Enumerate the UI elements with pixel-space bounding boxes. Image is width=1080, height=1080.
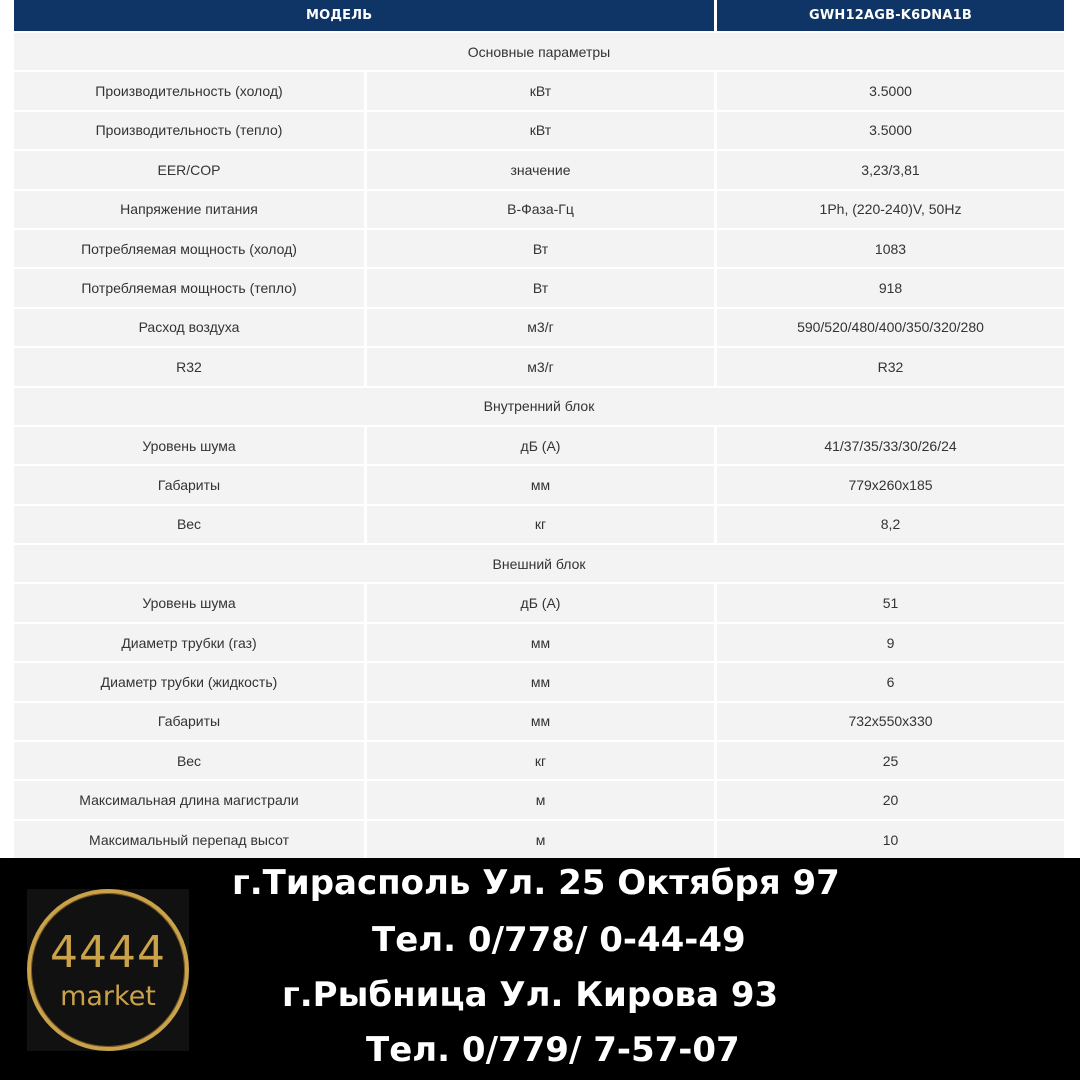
logo-word: market [60, 981, 156, 1012]
param-cell: Уровень шума [14, 427, 364, 466]
address-rybnitsa: г.Рыбница Ул. Кирова 93 [282, 975, 779, 1015]
param-cell: Габариты [14, 466, 364, 505]
param-cell: Вес [14, 742, 364, 781]
table-row [14, 781, 1064, 820]
unit-cell: Вт [364, 269, 714, 308]
section-row [14, 33, 1064, 72]
value-cell: 25 [714, 742, 1064, 781]
table-row [14, 348, 1064, 387]
unit-cell: мм [364, 663, 714, 702]
unit-cell: кг [364, 742, 714, 781]
table-row [14, 624, 1064, 663]
table-row [14, 151, 1064, 190]
value-cell: R32 [714, 348, 1064, 387]
param-cell: Диаметр трубки (газ) [14, 624, 364, 663]
section-title: Внутренний блок [14, 388, 1064, 427]
value-cell: 590/520/480/400/350/320/280 [714, 309, 1064, 348]
param-cell: Потребляемая мощность (холод) [14, 230, 364, 269]
param-cell: Напряжение питания [14, 191, 364, 230]
param-cell: Производительность (холод) [14, 72, 364, 111]
table-row [14, 663, 1064, 702]
param-cell: Уровень шума [14, 584, 364, 623]
value-cell: 3.5000 [714, 112, 1064, 151]
value-cell: 3,23/3,81 [714, 151, 1064, 190]
section-title: Основные параметры [14, 33, 1064, 72]
table-row [14, 584, 1064, 623]
value-cell: 918 [714, 269, 1064, 308]
value-cell: 1Ph, (220-240)V, 50Hz [714, 191, 1064, 230]
value-cell: 9 [714, 624, 1064, 663]
table-row [14, 230, 1064, 269]
table-row [14, 309, 1064, 348]
unit-cell: м [364, 781, 714, 820]
param-cell: Диаметр трубки (жидкость) [14, 663, 364, 702]
param-cell: Габариты [14, 703, 364, 742]
table-row [14, 821, 1064, 860]
table-row [14, 506, 1064, 545]
unit-cell: значение [364, 151, 714, 190]
table-row [14, 112, 1064, 151]
header-model-value: GWH12AGB-K6DNA1B [714, 0, 1064, 33]
table-row [14, 191, 1064, 230]
section-row [14, 388, 1064, 427]
unit-cell: кВт [364, 72, 714, 111]
value-cell: 41/37/35/33/30/26/24 [714, 427, 1064, 466]
param-cell: R32 [14, 348, 364, 387]
header-model-label: МОДЕЛЬ [14, 0, 714, 33]
spec-table [14, 0, 1064, 860]
param-cell: Вес [14, 506, 364, 545]
table-row [14, 427, 1064, 466]
table-header-row [14, 0, 1064, 33]
value-cell: 10 [714, 821, 1064, 860]
param-cell: Максимальный перепад высот [14, 821, 364, 860]
unit-cell: м3/г [364, 348, 714, 387]
unit-cell: мм [364, 703, 714, 742]
table-row [14, 466, 1064, 505]
logo-number: 4444 [50, 927, 166, 978]
param-cell: Потребляемая мощность (тепло) [14, 269, 364, 308]
unit-cell: мм [364, 624, 714, 663]
param-cell: Максимальная длина магистрали [14, 781, 364, 820]
value-cell: 3.5000 [714, 72, 1064, 111]
phone-rybnitsa: Тел. 0/779/ 7-57-07 [366, 1030, 740, 1070]
unit-cell: мм [364, 466, 714, 505]
param-cell: Производительность (тепло) [14, 112, 364, 151]
table-row [14, 269, 1064, 308]
store-logo [27, 889, 189, 1051]
unit-cell: м [364, 821, 714, 860]
unit-cell: кг [364, 506, 714, 545]
value-cell: 8,2 [714, 506, 1064, 545]
address-tiraspol: г.Тирасполь Ул. 25 Октября 97 [232, 863, 840, 903]
unit-cell: дБ (А) [364, 427, 714, 466]
phone-tiraspol: Тел. 0/778/ 0-44-49 [372, 920, 746, 960]
table-row [14, 742, 1064, 781]
unit-cell: В-Фаза-Гц [364, 191, 714, 230]
value-cell: 6 [714, 663, 1064, 702]
value-cell: 51 [714, 584, 1064, 623]
unit-cell: м3/г [364, 309, 714, 348]
param-cell: EER/COP [14, 151, 364, 190]
unit-cell: кВт [364, 112, 714, 151]
unit-cell: дБ (А) [364, 584, 714, 623]
table-row [14, 72, 1064, 111]
table-row [14, 703, 1064, 742]
spec-table-body [14, 33, 1064, 860]
value-cell: 1083 [714, 230, 1064, 269]
footer-banner [0, 858, 1080, 1080]
value-cell: 20 [714, 781, 1064, 820]
value-cell: 779x260x185 [714, 466, 1064, 505]
value-cell: 732x550x330 [714, 703, 1064, 742]
section-title: Внешний блок [14, 545, 1064, 584]
param-cell: Расход воздуха [14, 309, 364, 348]
unit-cell: Вт [364, 230, 714, 269]
section-row [14, 545, 1064, 584]
